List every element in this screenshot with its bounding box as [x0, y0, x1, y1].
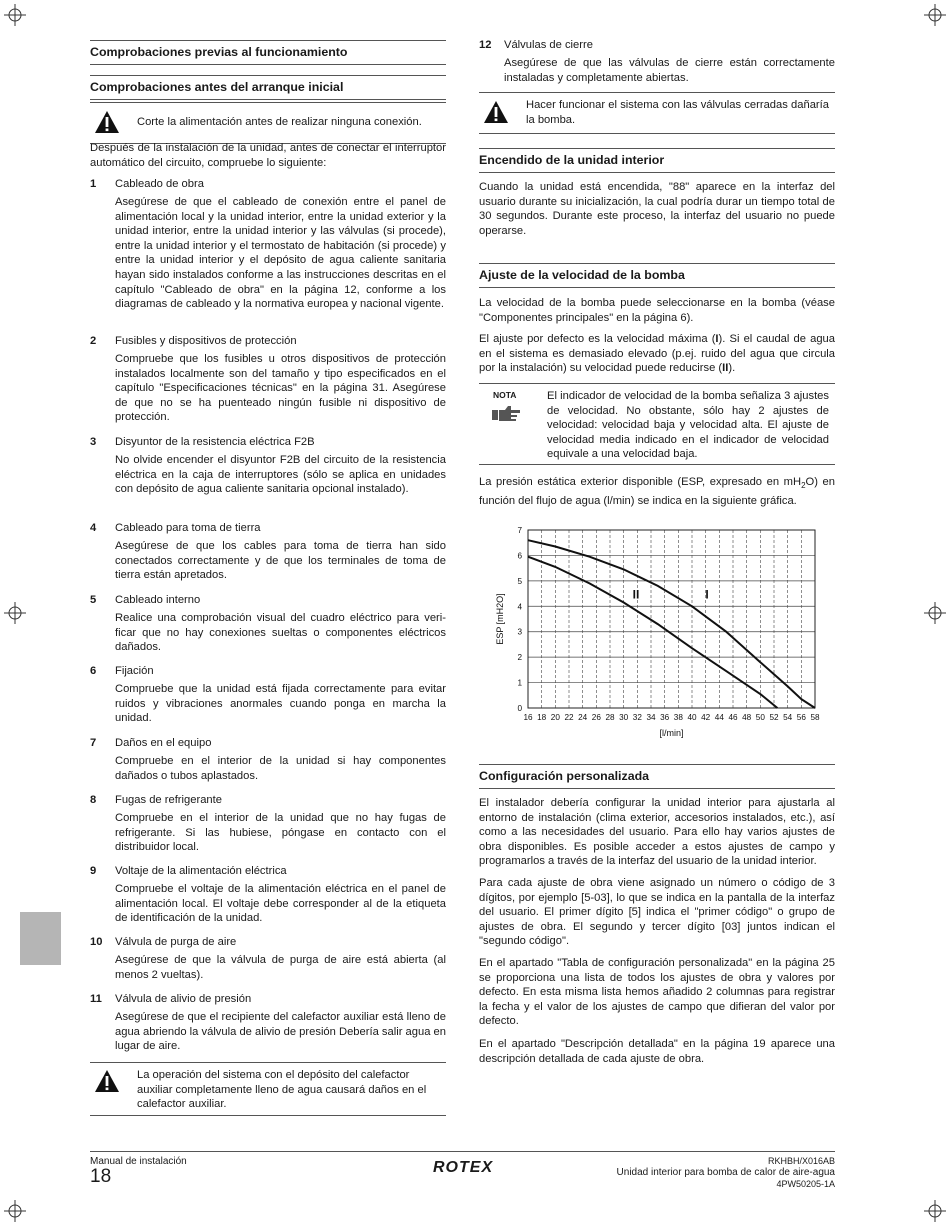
- y-tick-label: 3: [517, 627, 522, 637]
- footer-code: 4PW50205-1A: [776, 1179, 835, 1189]
- registration-mark: [924, 4, 946, 26]
- item-body: Asegúrese de que las válvulas de cierre están correctamente instaladas y completamente abiertas.: [504, 57, 835, 84]
- item-title: Fusibles y dispositivos de protección: [115, 335, 297, 347]
- registration-mark: [4, 1200, 26, 1222]
- x-tick-label: 20: [550, 713, 560, 722]
- x-tick-label: 42: [701, 713, 711, 722]
- x-tick-label: 48: [742, 713, 752, 722]
- warning-text: Corte la alimentación antes de realizar ninguna conexión.: [137, 116, 422, 128]
- item-title: Disyuntor de la resistencia eléctrica F2B: [115, 436, 315, 448]
- item-number: 1: [90, 178, 97, 190]
- warning-box: [90, 102, 446, 144]
- x-tick-label: 56: [796, 713, 806, 722]
- x-tick-label: 24: [578, 713, 588, 722]
- item-title: Válvulas de cierre: [504, 39, 593, 51]
- paragraph: Para cada ajuste de obra viene asignado un número o código de 3 dígitos, por ejemplo [5-03], lo que se indica en la pantalla de la interfaz del usuario. El primer dígito [5] indica el "primer código" o grupo de ajustes de obra. El segundo y tercer dígito [03] juntos indican el "segundo código".: [479, 877, 835, 948]
- x-tick-label: 50: [755, 713, 765, 722]
- chapter-tab: [20, 912, 61, 965]
- item-number: 2: [90, 335, 97, 347]
- item-body: Compruebe en el interior de la unidad si hay componentes dañados o tubos aplastados.: [115, 755, 446, 782]
- x-tick-label: 36: [660, 713, 670, 722]
- item-title: Cableado de obra: [115, 178, 204, 190]
- section-heading: Ajuste de la velocidad de la bomba: [479, 263, 835, 288]
- text-span: O) en función del flujo de agua (l/min) se indica en la siguiente gráfica.: [479, 476, 836, 507]
- item-number: 8: [90, 794, 97, 806]
- item-number: 7: [90, 737, 97, 749]
- item-title: Fugas de refrigerante: [115, 794, 222, 806]
- series-label: I: [705, 587, 709, 602]
- item-title: Válvula de alivio de presión: [115, 993, 252, 1005]
- esp-chart: [489, 520, 835, 745]
- registration-mark: [924, 1200, 946, 1222]
- speed-label: II: [722, 362, 729, 375]
- y-tick-label: 4: [517, 602, 522, 612]
- pointing-hand-icon: [491, 404, 521, 422]
- item-number: 3: [90, 436, 97, 448]
- registration-mark: [924, 602, 946, 624]
- item-body: Compruebe que los fusibles u otros dispositivos de protección instalados localmente son del tamaño y tipo especificados en el capítulo "Especificaciones técnicas" en la página 31. Asegúrese de que no se ha puenteado ningún fusible ni dispositivo de protección.: [115, 353, 446, 424]
- footer-model: RKHBH/X016AB: [767, 1156, 835, 1166]
- x-tick-label: 52: [769, 713, 779, 722]
- warning-text: Hacer funcionar el sistema con las válvulas cerradas dañaría la bomba.: [526, 99, 829, 126]
- x-tick-label: 54: [783, 713, 793, 722]
- y-tick-label: 0: [517, 704, 522, 713]
- paragraph: El instalador debería configurar la unidad interior para ajustarla al entorno de instalación (clima exterior, accesorios instalados, etc.), así como a las necesidades del usuario. Para ello hay varios ajustes de obra disponibles. Es posible acceder a estos ajustes de campo y programarlos a través de la interfaz del usuario de la unidad interior.: [479, 797, 835, 868]
- y-axis-label: ESP [mH2O]: [495, 593, 505, 645]
- x-tick-label: 46: [728, 713, 738, 722]
- item-title: Fijación: [115, 665, 154, 677]
- item-body: No olvide encender el disyuntor F2B del circuito de la resistencia eléctrica en la caja de interruptores (sólo se aplica en unidades con depósito de agua caliente sanitaria opcional instalado).: [115, 454, 446, 496]
- subscript: 2: [801, 481, 806, 491]
- warning-icon: [483, 100, 509, 124]
- y-tick-label: 1: [517, 678, 522, 688]
- item-number: 4: [90, 522, 97, 534]
- item-body: Compruebe que la unidad está fijada correctamente para evitar ruidos y vibraciones anormales cuando ponga en marcha la unidad.: [115, 683, 446, 725]
- item-body: Asegúrese de que el cableado de conexión entre el panel de alimentación local y la unidad interior, entre la unidad exterior y la unidad interior, entre la unidad interior y las válvulas (si procede), entre la unidad interior y el termostato de habitación (si procede) y entre la unidad interior y el depósito de agua caliente sanitaria hayan sido instalados conforme a las instrucciones descritas en el capítulo "Cableado de obra" en la página 12, conforme a los diagramas de cableado y la normativa europea y nacional vigente.: [115, 196, 446, 311]
- x-axis-label: [l/min]: [659, 728, 684, 738]
- paragraph: [479, 332, 835, 376]
- plot-frame: [528, 530, 815, 708]
- warning-box: [479, 92, 835, 134]
- note-text: El indicador de velocidad de la bomba señaliza 3 ajustes de velocidad. No obstante, sólo hay 2 ajustes de velocidad: velocidad baja y velocidad alta. El ajuste de velocidad media indicado en el indicador de velocidad equivale a una velocidad baja.: [547, 390, 829, 461]
- y-tick-label: 7: [517, 526, 522, 535]
- item-title: Válvula de purga de aire: [115, 936, 237, 948]
- intro-paragraph: Después de la instalación de la unidad, antes de conectar el interruptor automático del circuito, compruebe lo siguiente:: [90, 142, 446, 169]
- item-body: Asegúrese de que los cables para toma de tierra han sido conectados correctamente y de que los terminales de toma de tierra están apretados.: [115, 540, 446, 582]
- item-number: 6: [90, 665, 97, 677]
- registration-mark: [4, 4, 26, 26]
- section-heading: Encendido de la unidad interior: [479, 148, 835, 173]
- item-body: Asegúrese de que la válvula de purga de aire está abierta (al menos 2 vueltas).: [115, 954, 446, 981]
- text-span: La presión estática exterior disponible (ESP, expresado en mH: [479, 476, 802, 488]
- item-title: Daños en el equipo: [115, 737, 212, 749]
- paragraph: La velocidad de la bomba puede seleccionarse en la bomba (véase "Componentes principales" en la página 6).: [479, 297, 835, 324]
- warning-icon: [94, 1069, 120, 1093]
- x-tick-label: 34: [646, 713, 656, 722]
- paragraph: En el apartado "Tabla de configuración personalizada" en la página 25 se proporciona una lista de todos los ajustes de obra y valores por defecto. En esta misma lista hemos añadido 2 columnas para registrar la fecha y el valor de los ajustes de campo que difieran del valor por defecto.: [479, 957, 835, 1028]
- text-span: El ajuste por defecto es la velocidad máxima (: [479, 333, 716, 345]
- x-tick-label: 26: [591, 713, 601, 722]
- x-tick-label: 40: [687, 713, 697, 722]
- item-title: Voltaje de la alimentación eléctrica: [115, 865, 287, 877]
- text-span: ). Si el caudal de agua en el sistema es demasiado elevado (p.ej. ruido del agua que circula por la instalación) su velocidad puede reducirse (: [479, 333, 835, 375]
- section-heading: Comprobaciones antes del arranque inicial: [90, 75, 446, 100]
- item-title: Cableado para toma de tierra: [115, 522, 261, 534]
- item-body: Asegúrese de que el recipiente del calefactor auxiliar está lleno de agua abriendo la válvula de alivio de presión Debería salir agua en lugar de aire.: [115, 1011, 446, 1053]
- y-tick-label: 5: [517, 576, 522, 586]
- x-tick-label: 28: [605, 713, 615, 722]
- item-number: 9: [90, 865, 97, 877]
- x-tick-label: 44: [714, 713, 724, 722]
- brand-logo: ROTEX: [433, 1159, 494, 1176]
- x-tick-label: 16: [523, 713, 533, 722]
- footer-desc: Unidad interior para bomba de calor de aire-agua: [616, 1167, 835, 1178]
- registration-mark: [4, 602, 26, 624]
- item-body: Compruebe el voltaje de la alimentación eléctrica en el panel de alimentación local. El voltaje debe corresponder al de la etiqueta de identificación de la unidad.: [115, 883, 446, 925]
- item-number: 11: [90, 993, 102, 1005]
- item-number: 12: [479, 39, 492, 51]
- warning-icon: [94, 110, 120, 134]
- page-number: 18: [90, 1166, 112, 1187]
- paragraph: [479, 475, 835, 508]
- item-body: Realice una comprobación visual del cuadro eléctrico para veri-ficar que no hay conexiones sueltas o componentes eléctricos dañados.: [115, 612, 446, 654]
- speed-label: I: [715, 333, 719, 345]
- note-box: [479, 383, 835, 465]
- series-line: [528, 557, 777, 708]
- warning-box: [90, 1062, 446, 1116]
- item-number: 5: [90, 594, 97, 606]
- x-tick-label: 30: [619, 713, 629, 722]
- item-title: Cableado interno: [115, 594, 201, 606]
- text-span: ).: [728, 362, 736, 375]
- x-tick-label: 38: [673, 713, 683, 722]
- note-label: NOTA: [493, 390, 517, 400]
- item-number: 10: [90, 936, 103, 948]
- footer-manual: Manual de instalación: [90, 1156, 187, 1167]
- x-tick-label: 58: [810, 713, 820, 722]
- item-body: Compruebe en el interior de la unidad que no hay fugas de refrigerante. Si las hubiese, póngase en contacto con el distribuidor local.: [115, 812, 446, 854]
- x-tick-label: 22: [564, 713, 574, 722]
- y-tick-label: 6: [517, 551, 522, 561]
- warning-text: La operación del sistema con el depósito del calefactor auxiliar completamente lleno de agua causará daños en el calefactor auxiliar.: [137, 1069, 427, 1111]
- footer-rule: [90, 1151, 835, 1152]
- paragraph: En el apartado "Descripción detallada" en la página 19 aparece una descripción detallada de cada ajuste de obra.: [479, 1038, 835, 1065]
- y-tick-label: 2: [517, 653, 522, 663]
- x-tick-label: 32: [632, 713, 642, 722]
- series-label: II: [632, 587, 640, 602]
- x-tick-label: 18: [537, 713, 547, 722]
- section-heading: Comprobaciones previas al funcionamiento: [90, 40, 446, 65]
- section-heading: Configuración personalizada: [479, 764, 835, 789]
- paragraph: Cuando la unidad está encendida, "88" aparece en la interfaz del usuario durante su inicialización, la cual podría durar un tiempo total de 30 segundos. Durante este proceso, la interfaz del usuario no puede operarse.: [479, 181, 835, 237]
